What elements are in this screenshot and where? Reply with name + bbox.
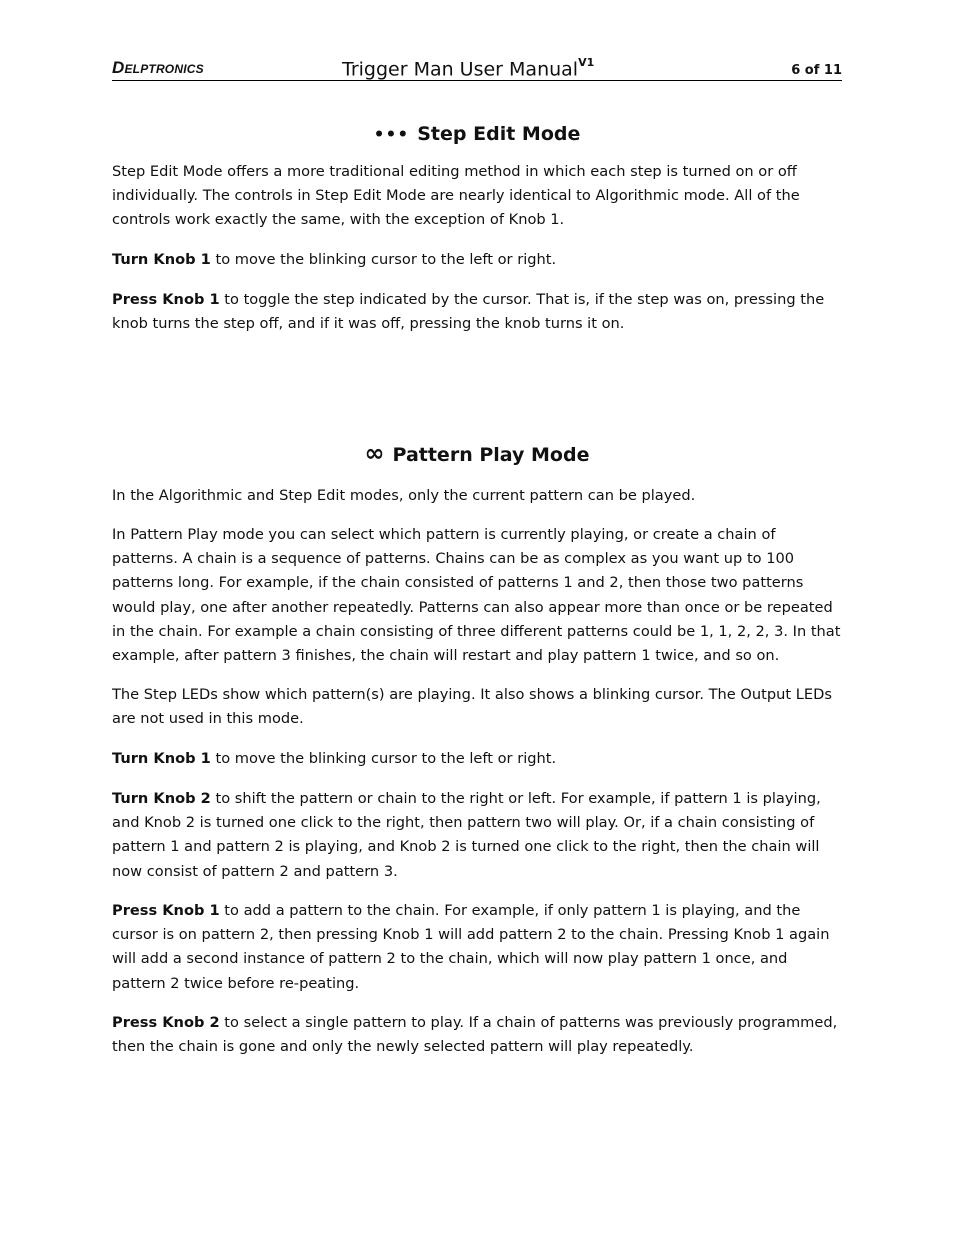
paragraph <box>112 1011 842 1059</box>
paragraph-text: to add a pattern to the chain. For example, if only pattern 1 is playing, and the cursor is on pattern 2, then pressing Knob 1 will add pattern 2 to the chain. Pressing Knob 1 again will add a second instance of pattern 2 to the chain, which will now play pattern 1 once, and pattern 2 twice before re-peating. <box>112 902 830 992</box>
paragraph-lead: Turn Knob 1 <box>112 251 211 268</box>
paragraph-lead: Turn Knob 1 <box>112 750 211 767</box>
paragraph <box>112 248 842 272</box>
paragraph-text: to select a single pattern to play. If a chain of patterns was previously programmed, then the chain is gone and only the newly selected pattern will play repeatedly. <box>112 1014 838 1056</box>
paragraph <box>112 160 842 233</box>
paragraph-text: to move the blinking cursor to the left or right. <box>210 251 557 268</box>
document-title <box>342 55 595 80</box>
paragraph <box>112 747 842 771</box>
paragraph <box>112 288 842 336</box>
paragraph <box>112 899 842 996</box>
paragraph-text: In Pattern Play mode you can select which pattern is currently playing, or create a chain of patterns. A chain is a sequence of patterns. Chains can be as complex as you want up to 100 patterns long. For example, if the chain consisted of patterns 1 and 2, then those two patterns would play, one after another repeatedly. Patterns can also appear more than once or be repeated in the chain. For example a chain consisting of three different patterns could be 1, 1, 2, 2, 3. In that example, after pattern 3 finishes, the chain will restart and play pattern 1 twice, and so on. <box>112 526 841 665</box>
section-heading-pattern-play <box>112 439 842 467</box>
paragraph <box>112 484 842 508</box>
infinity-icon: ∞ <box>364 439 385 467</box>
paragraph-lead: Turn Knob 2 <box>112 790 211 807</box>
dots-icon: ••• <box>373 125 410 145</box>
paragraph-text: to toggle the step indicated by the cursor. That is, if the step was on, pressing the knob turns the step off, and if it was off, pressing the knob turns it on. <box>112 291 825 333</box>
paragraph <box>112 683 842 731</box>
section-heading-step-edit <box>112 123 842 145</box>
paragraph-lead: Press Knob 2 <box>112 1014 220 1031</box>
paragraph-text: In the Algorithmic and Step Edit modes, only the current pattern can be played. <box>112 487 696 504</box>
paragraph-text: to shift the pattern or chain to the right or left. For example, if pattern 1 is playing, and Knob 2 is turned one click to the right, then pattern two will play. Or, if a chain consisting of pattern 1 and pattern 2 is playing, and Knob 2 is turned one click to the right, then the chain will now consist of pattern 2 and pattern 3. <box>112 790 821 880</box>
paragraph-text: to move the blinking cursor to the left or right. <box>210 750 557 767</box>
paragraph <box>112 523 842 668</box>
paragraph-lead: Press Knob 1 <box>112 902 220 919</box>
page-number: 6 of 11 <box>791 63 842 78</box>
paragraph-lead: Press Knob 1 <box>112 291 220 308</box>
paragraph <box>112 787 842 884</box>
version-superscript: V1 <box>578 55 595 69</box>
paragraph-text: Step Edit Mode offers a more traditional editing method in which each step is turned on or off individually. The controls in Step Edit Mode are nearly identical to Algorithmic mode. All of the controls work exactly the same, with the exception of Knob 1. <box>112 163 800 229</box>
section-title-text: Step Edit Mode <box>417 123 581 145</box>
paragraph-text: The Step LEDs show which pattern(s) are playing. It also shows a blinking cursor. The Output LEDs are not used in this mode. <box>112 686 832 728</box>
section-title-text: Pattern Play Mode <box>392 444 590 466</box>
page-header <box>112 56 842 81</box>
document-title-text: Trigger Man User Manual <box>342 58 579 80</box>
brand-logo: Delptronics <box>112 58 204 77</box>
